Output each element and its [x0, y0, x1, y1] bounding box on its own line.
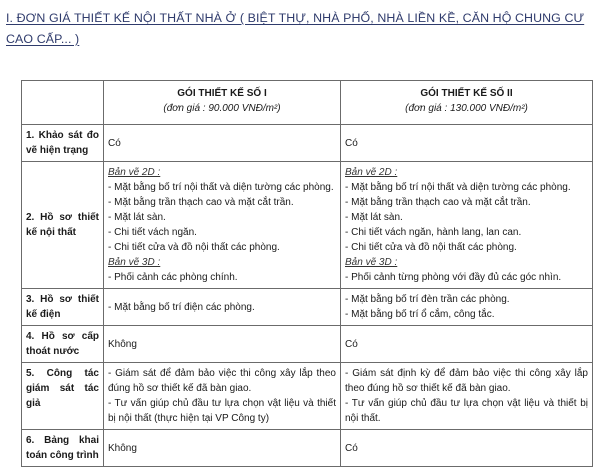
package-1-price: (đơn giá : 90.000 VNĐ/m²): [163, 103, 281, 114]
list-item: - Tư vấn giúp chủ đầu tư lựa chọn vật liệu và thiết bị nội thất (thực hiện tại VP Công ty): [108, 398, 336, 424]
list-item: - Chi tiết vách ngăn, hành lang, lan can.: [345, 227, 522, 238]
drawing-3d-label: Bản vẽ 3D :: [108, 257, 161, 268]
list-item: - Chi tiết vách ngăn.: [108, 227, 197, 238]
list-item: - Mặt bằng bố trí điện các phòng.: [108, 301, 255, 313]
table-row: [22, 326, 593, 363]
table-row: [22, 162, 593, 289]
row-label: 3. Hồ sơ thiết kế điện: [22, 289, 104, 326]
package-2-price: (đơn giá : 130.000 VNĐ/m²): [405, 103, 528, 114]
pricing-table: [21, 80, 593, 467]
package-2-cell: [341, 363, 593, 430]
section-heading-text: I. ĐƠN GIÁ THIẾT KẾ NỘI THẤT NHÀ Ở ( BIỆT THỰ, NHÀ PHỐ, NHÀ LIỀN KỀ, CĂN HỘ CHUNG CƯ CAO CẤP... ): [6, 11, 585, 46]
package-1-title: GÓI THIẾT KẾ SỐ I: [177, 88, 267, 99]
table-row: [22, 289, 593, 326]
cell-value: Có: [108, 137, 121, 149]
list-item: - Mặt bằng bố trí nội thất và diện tường các phòng.: [345, 182, 571, 193]
package-1-cell: [104, 125, 341, 162]
list-item: - Mặt bằng trần thạch cao và mặt cắt trần.: [345, 197, 531, 208]
package-2-cell: [341, 162, 593, 289]
package-2-cell: [341, 326, 593, 363]
cell-value: Không: [108, 442, 137, 454]
package-1-header: [104, 81, 341, 125]
package-1-cell: [104, 430, 341, 467]
list-item: - Mặt bằng bố trí ổ cắm, công tắc.: [345, 309, 495, 320]
list-item: - Mặt lát sàn.: [345, 212, 403, 223]
list-item: - Tư vấn giúp chủ đầu tư lựa chọn vật liệu và thiết bị nội thất.: [345, 398, 588, 424]
list-item: - Chi tiết cửa và đồ nội thất các phòng.: [345, 242, 517, 253]
package-1-cell: [104, 326, 341, 363]
list-item: - Mặt bằng bố trí nội thất và diện tường các phòng.: [108, 182, 334, 193]
cell-value: Có: [345, 442, 358, 454]
cell-value: Không: [108, 338, 137, 350]
package-2-cell: [341, 289, 593, 326]
row-label: 4. Hồ sơ cấp thoát nước: [22, 326, 104, 363]
row-label: 2. Hồ sơ thiết kế nội thất: [22, 162, 104, 289]
list-item: - Mặt lát sàn.: [108, 212, 166, 223]
list-item: - Mặt bằng bố trí đèn trần các phòng.: [345, 294, 510, 305]
package-2-cell: [341, 430, 593, 467]
list-item: - Chi tiết cửa và đồ nội thất các phòng.: [108, 242, 280, 253]
drawing-3d-label: Bản vẽ 3D :: [345, 257, 398, 268]
drawing-2d-label: Bản vẽ 2D :: [108, 167, 161, 178]
package-1-cell: [104, 363, 341, 430]
package-2-header: [341, 81, 593, 125]
list-item: - Phối cảnh từng phòng với đầy đủ các góc nhìn.: [345, 272, 562, 283]
table-row: [22, 363, 593, 430]
table-header-row: [22, 81, 593, 125]
package-1-cell: [104, 289, 341, 326]
list-item: - Phối cảnh các phòng chính.: [108, 272, 238, 283]
package-2-cell: [341, 125, 593, 162]
row-label: 6. Bảng khai toán công trình: [22, 430, 104, 467]
list-item: - Mặt bằng trần thạch cao và mặt cắt trần.: [108, 197, 294, 208]
package-1-cell: [104, 162, 341, 289]
cell-value: Có: [345, 338, 358, 350]
table-row: [22, 125, 593, 162]
drawing-2d-label: Bản vẽ 2D :: [345, 167, 398, 178]
list-item: - Giám sát định kỳ để đảm bảo việc thi công xây lắp theo đúng hồ sơ thiết kế đã bàn giao.: [345, 368, 588, 394]
header-empty-cell: [22, 81, 104, 125]
row-label: 1. Khảo sát đo vẽ hiện trạng: [22, 125, 104, 162]
section-heading: [6, 8, 592, 50]
row-label: 5. Công tác giám sát tác giả: [22, 363, 104, 430]
cell-value: Có: [345, 137, 358, 149]
list-item: - Giám sát để đảm bảo việc thi công xây lắp theo đúng hồ sơ thiết kế đã bàn giao.: [108, 368, 336, 394]
table-row: [22, 430, 593, 467]
package-2-title: GÓI THIẾT KẾ SỐ II: [420, 88, 513, 99]
